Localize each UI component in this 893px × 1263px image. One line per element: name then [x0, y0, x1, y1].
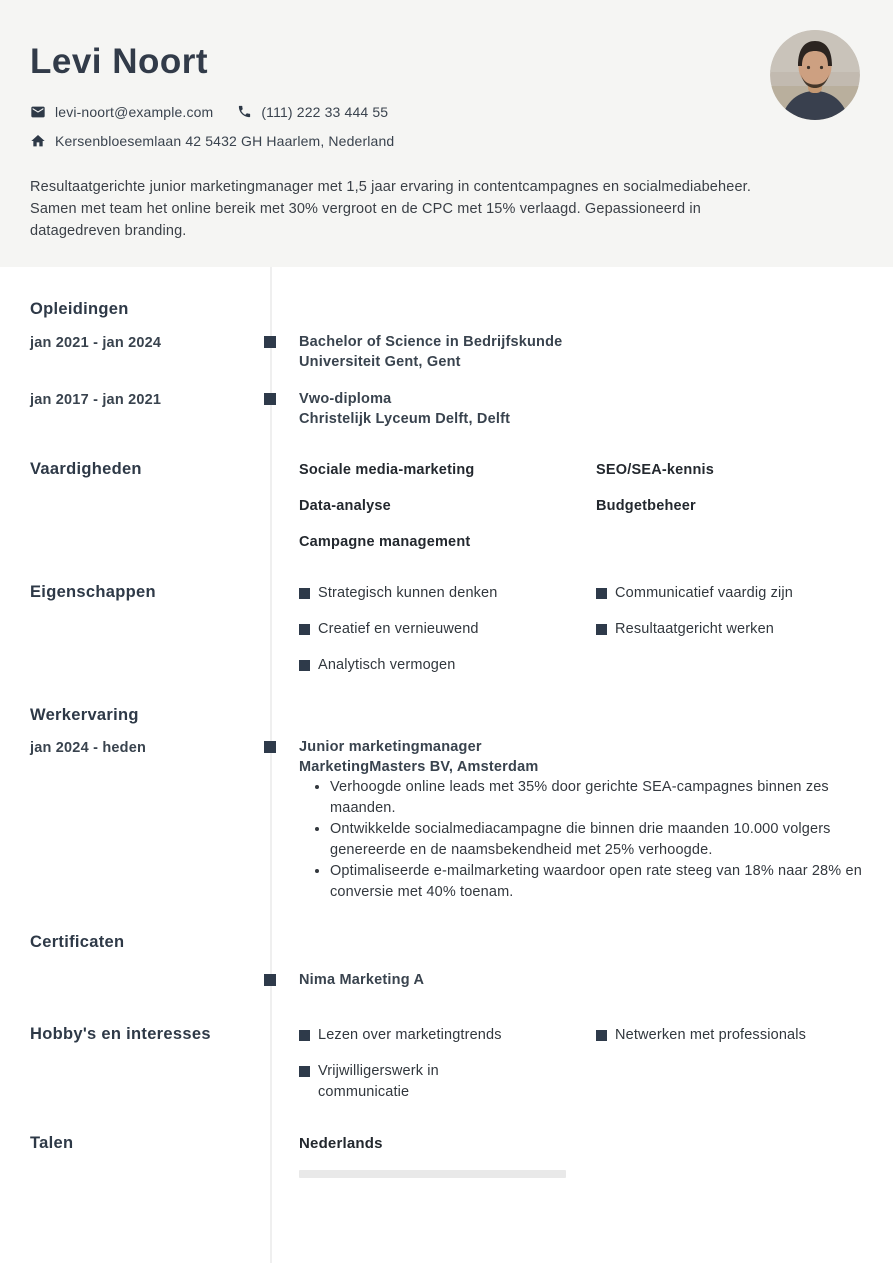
- trait-text: Resultaatgericht werken: [615, 621, 774, 637]
- language-name: Nederlands: [299, 1135, 383, 1152]
- experience-bullet: • Verhoogde online leads met 35% door gerichte SEA-campagnes binnen zes maanden.: [330, 777, 863, 819]
- profile-summary: Resultaatgerichte junior marketingmanager met 1,5 jaar ervaring in contentcampagnes en socialmediabeheer. Samen met team het online bereik met 30% vergroot en de CPC met 15% verlaagd. Gepassioneerd in datagedreven branding.: [30, 178, 752, 239]
- hobby-text: Netwerken met professionals: [615, 1027, 807, 1043]
- phone-contact: [237, 104, 388, 120]
- experience-dates: jan 2024 - heden: [30, 740, 147, 756]
- education-dates: jan 2021 - jan 2024: [30, 335, 162, 351]
- home-icon: [30, 133, 46, 149]
- experience-company: MarketingMasters BV, Amsterdam: [299, 759, 539, 775]
- skill-item: Campagne management: [299, 534, 471, 550]
- hobby-text: Vrijwilligerswerk in communicatie: [318, 1063, 439, 1100]
- trait-text: Communicatief vaardig zijn: [615, 585, 793, 601]
- trait-item: [596, 583, 863, 604]
- section-skills: [0, 460, 893, 553]
- square-bullet-icon: [596, 624, 607, 635]
- experience-bullet: • Optimaliseerde e-mailmarketing waardoor open rate steeg van 18% naar 28% en conversie met 40% toenam.: [330, 861, 863, 903]
- education-entry: [0, 389, 893, 429]
- education-degree: Bachelor of Science in Bedrijfskunde: [299, 334, 563, 350]
- experience-entry: [0, 737, 893, 903]
- email-text: levi-noort@example.com: [55, 103, 214, 120]
- entry-marker-icon: [264, 974, 276, 986]
- email-icon: [30, 104, 46, 120]
- section-traits: [0, 583, 893, 676]
- email-contact: [30, 104, 213, 120]
- entry-marker-icon: [264, 393, 276, 405]
- section-languages: [0, 1134, 893, 1178]
- education-degree: Vwo-diploma: [299, 391, 392, 407]
- trait-text: Analytisch vermogen: [318, 657, 456, 673]
- section-certificates: [0, 933, 893, 990]
- address-contact: [30, 133, 394, 149]
- skill-item: Budgetbeheer: [596, 498, 696, 514]
- section-title-education: Opleidingen: [30, 300, 129, 318]
- section-hobbies: [0, 1025, 893, 1103]
- skill-item: SEO/SEA-kennis: [596, 462, 715, 478]
- education-dates: jan 2017 - jan 2021: [30, 392, 162, 408]
- resume-body: [0, 267, 893, 1263]
- contact-line-2: [30, 133, 863, 149]
- trait-item: [299, 619, 596, 640]
- section-title-traits: Eigenschappen: [30, 583, 156, 601]
- certificate-entry: [0, 970, 893, 990]
- phone-icon: [237, 104, 252, 119]
- certificate-name: Nima Marketing A: [299, 972, 425, 988]
- avatar-photo-icon: [770, 30, 860, 120]
- entry-marker-icon: [264, 336, 276, 348]
- trait-item: [299, 655, 596, 676]
- hobby-item: [596, 1025, 863, 1046]
- experience-bullet: • Ontwikkelde socialmediacampagne die binnen drie maanden 10.000 volgers genereerde en de naamsbekendheid met 25% verhoogde.: [330, 819, 863, 861]
- square-bullet-icon: [299, 1030, 310, 1041]
- entry-marker-icon: [264, 741, 276, 753]
- trait-text: Strategisch kunnen denken: [318, 585, 498, 601]
- experience-bullet-list: [299, 777, 863, 903]
- section-title-certificates: Certificaten: [30, 933, 125, 951]
- square-bullet-icon: [596, 1030, 607, 1041]
- section-title-hobbies: Hobby's en interesses: [30, 1025, 211, 1043]
- address-text: Kersenbloesemlaan 42 5432 GH Haarlem, Nederland: [55, 132, 395, 149]
- contact-line-1: [30, 104, 863, 120]
- hobby-text: Lezen over marketingtrends: [318, 1027, 502, 1043]
- skill-item: Sociale media-marketing: [299, 462, 475, 478]
- square-bullet-icon: [596, 588, 607, 599]
- section-title-skills: Vaardigheden: [30, 460, 142, 478]
- hobby-item: [299, 1061, 596, 1103]
- skill-item: Data-analyse: [299, 498, 391, 514]
- education-entry: [0, 332, 893, 372]
- hobby-item: [299, 1025, 596, 1046]
- section-education: [0, 267, 893, 429]
- person-name: Levi Noort: [30, 42, 209, 81]
- trait-text: Creatief en vernieuwend: [318, 621, 479, 637]
- education-school: Universiteit Gent, Gent: [299, 354, 461, 370]
- section-experience: [0, 706, 893, 903]
- avatar: [770, 30, 860, 120]
- experience-role: Junior marketingmanager: [299, 739, 482, 755]
- trait-item: [596, 619, 863, 640]
- phone-text: (111) 222 33 444 55: [261, 103, 389, 120]
- square-bullet-icon: [299, 660, 310, 671]
- resume-header: [0, 0, 893, 267]
- square-bullet-icon: [299, 1066, 310, 1077]
- square-bullet-icon: [299, 624, 310, 635]
- section-title-experience: Werkervaring: [30, 706, 139, 724]
- trait-item: [299, 583, 596, 604]
- square-bullet-icon: [299, 588, 310, 599]
- section-title-languages: Talen: [30, 1134, 74, 1152]
- language-level-bar: [299, 1170, 566, 1178]
- education-school: Christelijk Lyceum Delft, Delft: [299, 411, 511, 427]
